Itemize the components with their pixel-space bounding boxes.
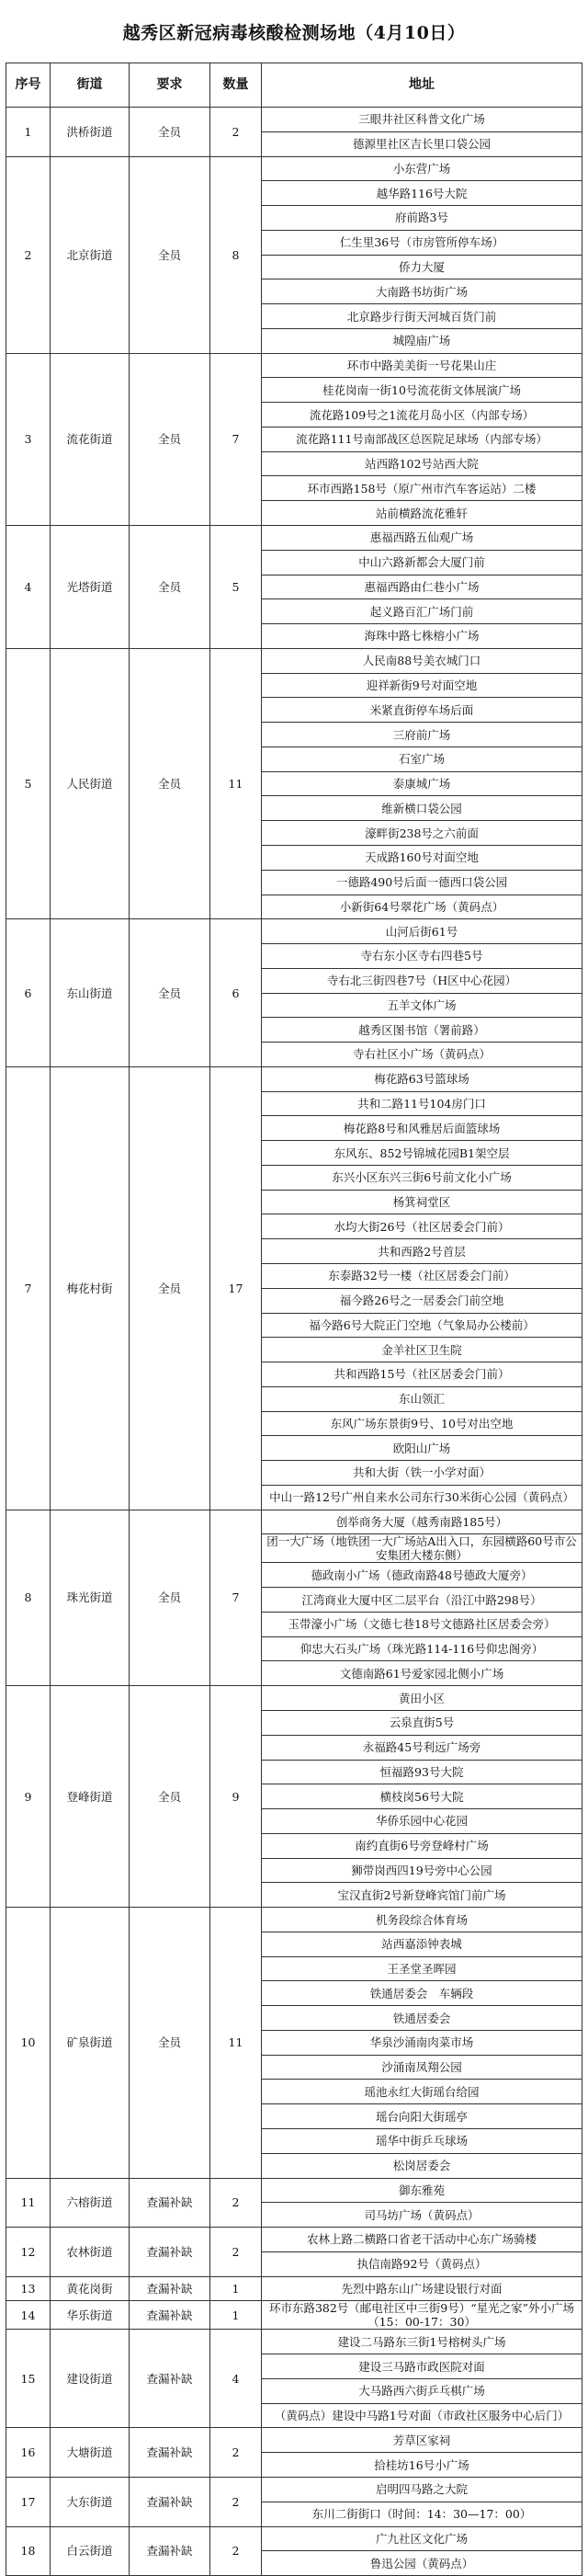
row-number: 18 bbox=[6, 2526, 51, 2576]
table-row bbox=[6, 156, 582, 181]
site-address: 仁生里36号（市房管所停车场） bbox=[262, 230, 582, 255]
site-address: 天成路160号对面空地 bbox=[262, 845, 582, 870]
site-address: 环市西路158号（原广州市汽车客运站）二楼 bbox=[262, 476, 582, 501]
site-address: 建设三马路市政医院对面 bbox=[262, 2354, 582, 2379]
site-address: 瑶华中街乒乓球场 bbox=[262, 2129, 582, 2154]
street-name: 六榕街道 bbox=[51, 2178, 130, 2228]
requirement: 查漏补缺 bbox=[130, 2301, 210, 2330]
site-address: 泰康城广场 bbox=[262, 771, 582, 796]
site-count: 2 bbox=[210, 2477, 262, 2526]
site-count: 2 bbox=[210, 2228, 262, 2277]
street-name: 梅花村街 bbox=[51, 1066, 130, 1510]
requirement: 查漏补缺 bbox=[130, 2228, 210, 2277]
site-address: 石室广场 bbox=[262, 747, 582, 771]
row-number: 17 bbox=[6, 2477, 51, 2526]
table-row bbox=[6, 1510, 582, 1534]
row-number: 3 bbox=[6, 353, 51, 525]
site-address: 桂花岗南一街10号流花街文体展演广场 bbox=[262, 378, 582, 403]
site-address: 一德路490号后面一德西口袋公园 bbox=[262, 870, 582, 895]
site-address: 瑶台向阳大街瑶亭 bbox=[262, 2104, 582, 2129]
site-address: 寺右北三街四巷7号（H区中心花园） bbox=[262, 968, 582, 993]
site-count: 1 bbox=[210, 2276, 262, 2301]
site-address: 惠福西路五仙观广场 bbox=[262, 526, 582, 551]
street-name: 华乐街道 bbox=[51, 2301, 130, 2330]
site-address: 寺右东小区寺右四巷5号 bbox=[262, 944, 582, 969]
row-number: 5 bbox=[6, 648, 51, 918]
requirement: 查漏补缺 bbox=[130, 2330, 210, 2428]
requirement: 全员 bbox=[130, 353, 210, 525]
site-address: 南约直街6号旁登峰村广场 bbox=[262, 1833, 582, 1858]
site-address: 小新街64号翠花广场（黄码点） bbox=[262, 895, 582, 919]
table-row bbox=[6, 108, 582, 132]
site-address: 福今路26号之一居委会门前空地 bbox=[262, 1288, 582, 1313]
table-row bbox=[6, 648, 582, 673]
row-number: 11 bbox=[6, 2178, 51, 2228]
site-count: 17 bbox=[210, 1066, 262, 1510]
site-address: 狮带岗西四19号旁中心公园 bbox=[262, 1858, 582, 1883]
header-count: 数量 bbox=[210, 63, 262, 108]
table-row bbox=[6, 2526, 582, 2551]
table-row bbox=[6, 526, 582, 551]
site-address: 华侨乐园中心花园 bbox=[262, 1809, 582, 1834]
requirement: 查漏补缺 bbox=[130, 2477, 210, 2526]
table-row bbox=[6, 1908, 582, 1932]
site-count: 6 bbox=[210, 919, 262, 1067]
testing-sites-table bbox=[6, 63, 582, 2576]
site-address: 德源里社区吉长里口袋公园 bbox=[262, 131, 582, 156]
site-address: 先烈中路东山广场建设银行对面 bbox=[262, 2276, 582, 2301]
site-address: 铁通居委会 bbox=[262, 2006, 582, 2031]
site-address: 德政南小广场（德政南路48号德政大厦旁） bbox=[262, 1563, 582, 1588]
table-row bbox=[6, 2301, 582, 2330]
site-count: 4 bbox=[210, 2330, 262, 2428]
site-address: 沙涌南凤翔公园 bbox=[262, 2055, 582, 2080]
site-address: 山河后街61号 bbox=[262, 919, 582, 944]
site-address: 大南路书坊街广场 bbox=[262, 279, 582, 304]
site-address: 云泉直街5号 bbox=[262, 1711, 582, 1736]
site-address: 五羊文体广场 bbox=[262, 993, 582, 1018]
site-address: 玉带濠小广场（文德七巷18号文德路社区居委会旁） bbox=[262, 1612, 582, 1636]
site-count: 9 bbox=[210, 1686, 262, 1908]
site-address: 广九社区文化广场 bbox=[262, 2526, 582, 2551]
table-row bbox=[6, 1066, 582, 1091]
requirement: 全员 bbox=[130, 1066, 210, 1510]
site-address: 文德南路61号爱家园北侧小广场 bbox=[262, 1661, 582, 1686]
site-address: 拾桂坊16号小广场 bbox=[262, 2453, 582, 2478]
site-address: 中山一路12号广州自来水公司东行30米街心公园（黄码点） bbox=[262, 1485, 582, 1510]
site-address: 东风东、852号锦城花园B1架空层 bbox=[262, 1141, 582, 1166]
street-name: 建设街道 bbox=[51, 2330, 130, 2428]
site-address: 流花路109号之1流花月岛小区（内部专场） bbox=[262, 403, 582, 427]
site-address: 农林上路二横路口省老干活动中心东广场骑楼 bbox=[262, 2228, 582, 2252]
row-number: 10 bbox=[6, 1908, 51, 2178]
street-name: 光塔街道 bbox=[51, 526, 130, 649]
table-row bbox=[6, 2178, 582, 2203]
site-address: 团一大广场（地铁团一大广场站A出入口，东园横路60号市公安集团大楼东侧） bbox=[262, 1534, 582, 1563]
header-no: 序号 bbox=[6, 63, 51, 108]
site-address: 中山六路新都会大厦门前 bbox=[262, 550, 582, 575]
site-address: 东山领汇 bbox=[262, 1386, 582, 1411]
row-number: 15 bbox=[6, 2330, 51, 2428]
site-count: 11 bbox=[210, 648, 262, 918]
page-title: 越秀区新冠病毒核酸检测场地（4月10日） bbox=[122, 22, 466, 43]
site-address: 维新横口袋公园 bbox=[262, 796, 582, 821]
site-address: 寺右社区小广场（黄码点） bbox=[262, 1043, 582, 1067]
site-address: 启明四马路之大院 bbox=[262, 2477, 582, 2502]
site-address: 欧阳山广场 bbox=[262, 1436, 582, 1461]
requirement: 全员 bbox=[130, 156, 210, 353]
requirement: 全员 bbox=[130, 108, 210, 157]
requirement: 查漏补缺 bbox=[130, 2428, 210, 2478]
site-address: 金羊社区卫生院 bbox=[262, 1338, 582, 1362]
site-address: 城隍庙广场 bbox=[262, 328, 582, 353]
row-number: 8 bbox=[6, 1510, 51, 1686]
site-count: 11 bbox=[210, 1908, 262, 2178]
site-address: 站前横路流花雅轩 bbox=[262, 501, 582, 526]
site-address: 司马坊广场（黄码点） bbox=[262, 2203, 582, 2228]
requirement: 全员 bbox=[130, 526, 210, 649]
header-street: 街道 bbox=[51, 63, 130, 108]
street-name: 白云街道 bbox=[51, 2526, 130, 2576]
header-address: 地址 bbox=[262, 63, 582, 108]
row-number: 14 bbox=[6, 2301, 51, 2330]
site-address: 永福路45号利远广场旁 bbox=[262, 1735, 582, 1760]
site-address: 创举商务大厦（越秀南路185号） bbox=[262, 1510, 582, 1534]
row-number: 6 bbox=[6, 919, 51, 1067]
street-name: 农林街道 bbox=[51, 2228, 130, 2277]
site-count: 2 bbox=[210, 108, 262, 157]
site-address: 瑶池永红大街瑶台给园 bbox=[262, 2080, 582, 2104]
site-address: 黄田小区 bbox=[262, 1686, 582, 1711]
site-address: 共和大街（铁一小学对面） bbox=[262, 1461, 582, 1486]
header-requirement: 要求 bbox=[130, 63, 210, 108]
street-name: 黄花岗街 bbox=[51, 2276, 130, 2301]
site-count: 2 bbox=[210, 2178, 262, 2228]
site-address: 御东雅苑 bbox=[262, 2178, 582, 2203]
street-name: 洪桥街道 bbox=[51, 108, 130, 157]
street-name: 流花街道 bbox=[51, 353, 130, 525]
requirement: 全员 bbox=[130, 919, 210, 1067]
table-body bbox=[6, 108, 582, 2576]
requirement: 全员 bbox=[130, 1510, 210, 1686]
row-number: 4 bbox=[6, 526, 51, 649]
site-address: 流花路111号南部战区总医院足球场（内部专场） bbox=[262, 427, 582, 451]
row-number: 1 bbox=[6, 108, 51, 157]
site-address: 东风广场东景街9号、10号对出空地 bbox=[262, 1411, 582, 1436]
site-address: 共和二路11号104房门口 bbox=[262, 1091, 582, 1116]
site-address: 杨箕祠堂区 bbox=[262, 1190, 582, 1214]
site-address: 三府前广场 bbox=[262, 723, 582, 747]
site-address: 濠畔街238号之六前面 bbox=[262, 821, 582, 846]
row-number: 13 bbox=[6, 2276, 51, 2301]
street-name: 登峰街道 bbox=[51, 1686, 130, 1908]
site-address: 恒福路93号大院 bbox=[262, 1760, 582, 1784]
site-count: 2 bbox=[210, 2526, 262, 2576]
table-row bbox=[6, 919, 582, 944]
table-row bbox=[6, 2276, 582, 2301]
site-address: 建设二马路东三街1号榕树头广场 bbox=[262, 2330, 582, 2354]
site-address: 北京路步行街天河城百货门前 bbox=[262, 304, 582, 329]
site-address: 共和西路15号（社区居委会门前） bbox=[262, 1362, 582, 1387]
street-name: 大塘街道 bbox=[51, 2428, 130, 2478]
street-name: 矿泉街道 bbox=[51, 1908, 130, 2178]
site-count: 7 bbox=[210, 353, 262, 525]
site-address: 芳草区家祠 bbox=[262, 2428, 582, 2453]
site-address: 东泰路32号一楼（社区居委会门前） bbox=[262, 1263, 582, 1288]
table-row bbox=[6, 2330, 582, 2354]
site-address: 执信南路92号（黄码点） bbox=[262, 2251, 582, 2276]
site-address: 鲁迅公园（黄码点） bbox=[262, 2551, 582, 2576]
site-address: 横枝岗56号大院 bbox=[262, 1784, 582, 1809]
site-address: 越秀区图书馆（署前路） bbox=[262, 1018, 582, 1043]
row-number: 9 bbox=[6, 1686, 51, 1908]
requirement: 查漏补缺 bbox=[130, 2526, 210, 2576]
street-name: 珠光街道 bbox=[51, 1510, 130, 1686]
site-address: 王圣堂圣晖园 bbox=[262, 1956, 582, 1981]
street-name: 人民街道 bbox=[51, 648, 130, 918]
row-number: 2 bbox=[6, 156, 51, 353]
site-address: 梅花路8号和风雅居后面篮球场 bbox=[262, 1116, 582, 1141]
table-row bbox=[6, 353, 582, 378]
site-address: 府前路3号 bbox=[262, 206, 582, 231]
site-count: 8 bbox=[210, 156, 262, 353]
site-address: 水均大街26号（社区居委会门前） bbox=[262, 1214, 582, 1239]
street-name: 东山街道 bbox=[51, 919, 130, 1067]
site-address: 松岗居委会 bbox=[262, 2153, 582, 2178]
site-address: 惠福西路由仁巷小广场 bbox=[262, 575, 582, 599]
site-address: 大马路西六街乒乓棋广场 bbox=[262, 2378, 582, 2403]
site-address: 海珠中路七株榕小广场 bbox=[262, 624, 582, 649]
site-address: 迎祥新街9号对面空地 bbox=[262, 673, 582, 698]
site-address: 宝汉直街2号新登峰宾馆门前广场 bbox=[262, 1883, 582, 1908]
requirement: 全员 bbox=[130, 1686, 210, 1908]
site-address: 侨力大厦 bbox=[262, 255, 582, 279]
table-row bbox=[6, 2228, 582, 2252]
site-address: 江湾商业大厦中区二层平台（沿江中路298号） bbox=[262, 1588, 582, 1613]
requirement: 全员 bbox=[130, 648, 210, 918]
site-address: 站西嘉添钟表城 bbox=[262, 1932, 582, 1956]
site-count: 1 bbox=[210, 2301, 262, 2330]
site-address: 人民南88号美衣城门口 bbox=[262, 648, 582, 673]
row-number: 16 bbox=[6, 2428, 51, 2478]
site-address: 铁通居委会 车辆段 bbox=[262, 1981, 582, 2006]
site-address: 米紧直街停车场后面 bbox=[262, 698, 582, 723]
site-count: 5 bbox=[210, 526, 262, 649]
requirement: 查漏补缺 bbox=[130, 2178, 210, 2228]
site-address: 环市中路美美街一号花果山庄 bbox=[262, 353, 582, 378]
site-address: 越华路116号大院 bbox=[262, 181, 582, 206]
street-name: 大东街道 bbox=[51, 2477, 130, 2526]
site-address: 福今路6号大院正门空地（气象局办公楼前） bbox=[262, 1313, 582, 1338]
site-count: 7 bbox=[210, 1510, 262, 1686]
site-address: 东兴小区东兴三街6号前文化小广场 bbox=[262, 1165, 582, 1190]
site-address: 起义路百汇广场门前 bbox=[262, 599, 582, 624]
site-address: （黄码点）建设中马路1号对面（市政社区服务中心后门） bbox=[262, 2403, 582, 2428]
requirement: 全员 bbox=[130, 1908, 210, 2178]
site-count: 2 bbox=[210, 2428, 262, 2478]
street-name: 北京街道 bbox=[51, 156, 130, 353]
site-address: 梅花路63号篮球场 bbox=[262, 1066, 582, 1091]
site-address: 华泉沙涌南肉菜市场 bbox=[262, 2030, 582, 2055]
site-address: 东川二街街口（时间：14：30—17：00） bbox=[262, 2502, 582, 2526]
table-row bbox=[6, 2477, 582, 2502]
table-header-row bbox=[6, 63, 582, 108]
site-address: 小东营广场 bbox=[262, 156, 582, 181]
site-address: 站西路102号站西大院 bbox=[262, 451, 582, 476]
table-row bbox=[6, 2428, 582, 2453]
row-number: 12 bbox=[6, 2228, 51, 2277]
site-address: 仰忠大石头广场（珠光路114-116号仰忠阁旁） bbox=[262, 1636, 582, 1661]
site-address: 环市东路382号（邮电社区中三街9号）“星光之家”外小广场（15：00-17：30） bbox=[262, 2301, 582, 2330]
site-address: 三眼井社区科普文化广场 bbox=[262, 108, 582, 132]
site-address: 共和西路2号首层 bbox=[262, 1239, 582, 1264]
requirement: 查漏补缺 bbox=[130, 2276, 210, 2301]
row-number: 7 bbox=[6, 1066, 51, 1510]
table-row bbox=[6, 1686, 582, 1711]
site-address: 机务段综合体育场 bbox=[262, 1908, 582, 1932]
